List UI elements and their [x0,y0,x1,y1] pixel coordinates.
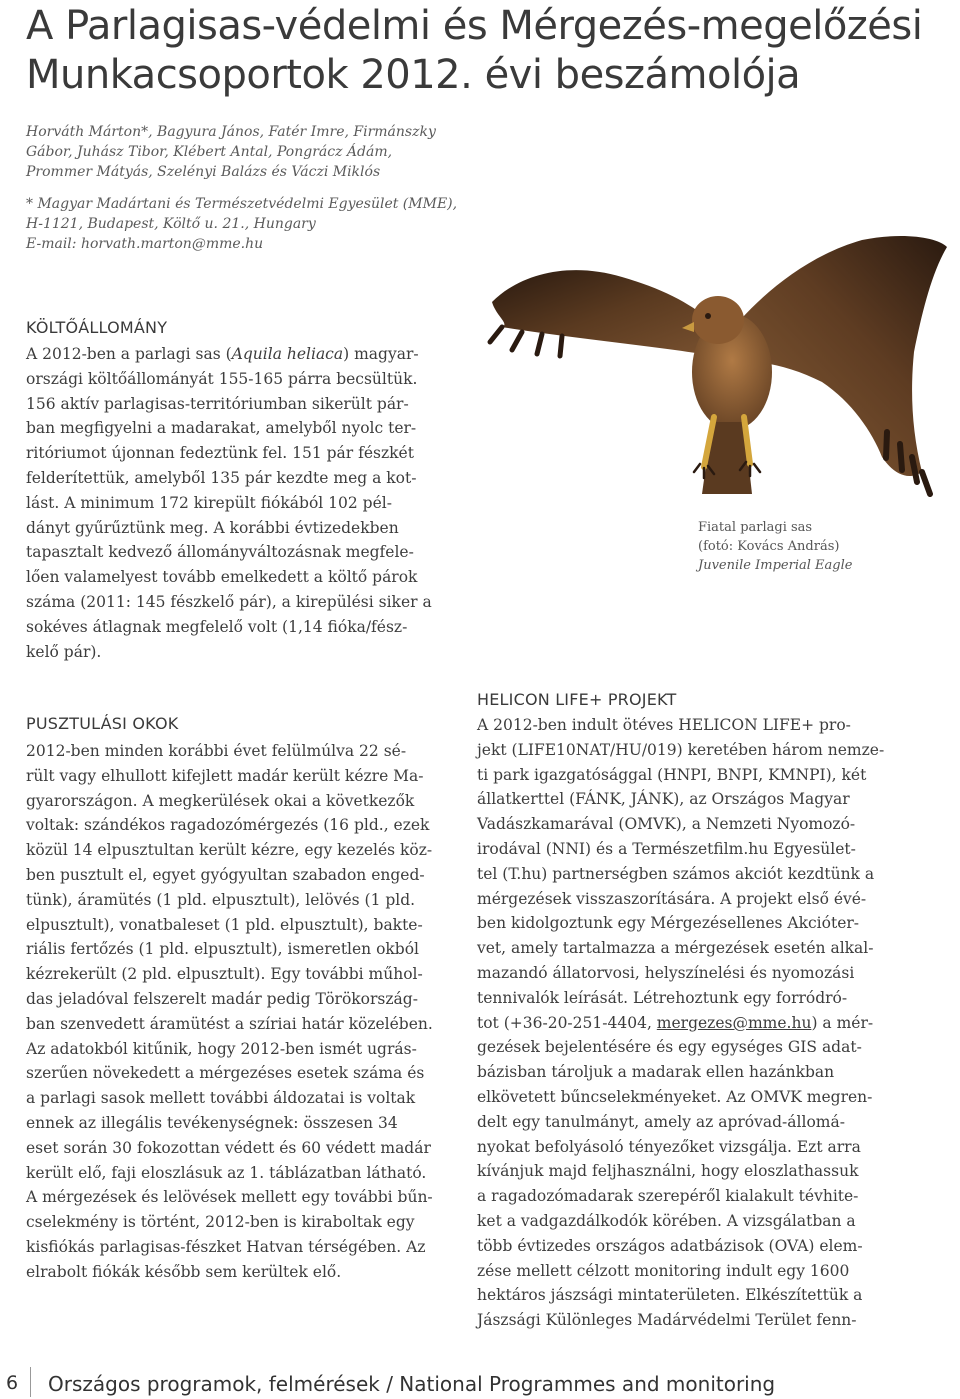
text-line: gyarországon. A megkerülések okai a következők [26,791,415,810]
text-line: lást. A minimum 172 kirepült fiókából 102 pél- [26,493,392,512]
footer-divider [30,1367,31,1397]
email-link[interactable]: mergezes@mme.hu [656,1013,812,1032]
text-line: gezések bejelentésére és egy egységes GIS adat- [477,1038,862,1057]
caption-line: Fiatal parlagi sas [698,520,813,535]
text-line: delt egy tanulmányt, amely az apróvad-állomá- [477,1112,845,1131]
text-line: bázisban tároljuk a madarak ellen hazánkban [477,1063,835,1082]
text-line: országi költőállományát 155-165 párra becsültük. [26,369,418,388]
text-line: Jászsági Különleges Madárvédelmi Terület fenn- [477,1311,857,1330]
text-line: vet, amely tartalmazza a mérgezések esetén alkal- [477,939,874,958]
text-line: tünk), áramütés (1 pld. elpusztult), lelövés (1 pld. [26,890,416,909]
affiliation [26,194,466,254]
caption-line: (fotó: Kovács András) [698,539,840,554]
text-line: ket a vadgazdálkodók körében. A vizsgálatban a [477,1211,856,1230]
text-line: a ragadozómadarak szerepéről kialakult tévhite- [477,1187,859,1206]
text-line: elpusztult), vonatbaleset (1 pld. elpusztult), bakte- [26,915,423,934]
text-line: több évtizedes országos adatbázisok (OVA) elem- [477,1236,863,1255]
text-line: mérgezések visszaszorítására. A projekt első évé- [477,889,867,908]
author-line: Horváth Márton*, Bagyura János, Fatér Imre, Firmánszky [26,124,436,140]
text-line: Az adatokból kitűnik, hogy 2012-ben ismét ugrás- [26,1039,417,1058]
text-line: ritóriumot újonnan fedeztünk fel. 151 pár fészkét [26,444,414,463]
caption-line-english: Juvenile Imperial Eagle [698,558,853,573]
text-line: Vadászkamarával (OMVK), a Nemzeti Nyomozó- [477,815,856,834]
text-line: került elő, faji eloszlásuk az 1. táblázatban látható. [26,1163,427,1182]
text-line: tel (T.hu) partnerségben számos akciót kezdtünk a [477,864,875,883]
author-line: Prommer Mátyás, Szelényi Balázs és Váczi Miklós [26,164,381,180]
text-line: kézrekerült (2 pld. elpusztult). Egy további műhol- [26,965,423,984]
photo-caption [698,518,938,575]
text-line: közül 14 elpusztultan került kézre, egy kezelés köz- [26,841,433,860]
breeding-paragraph [26,342,446,664]
article-title [26,2,946,100]
text-line: A mérgezések és lelövések mellett egy további bűn- [26,1188,433,1207]
affiliation-line: * Magyar Madártani és Természetvédelmi Egyesület (MME), [26,196,458,212]
text-line: állatkerttel (FÁNK, JÁNK), az Országos Magyar [477,790,850,809]
text-line: das jeladóval felszerelt madár pedig Törökország- [26,989,418,1008]
text-line: dányt gyűrűztünk meg. A korábbi évtizedekben [26,518,399,537]
author-list [26,122,466,182]
mortality-paragraph [26,739,446,1285]
section-heading-mortality: PUSZTULÁSI OKOK [26,714,179,733]
text-line: tot (+36-20-251-4404, mergezes@mme.hu) a mér- [477,1013,874,1032]
text-line: cselekmény is történt, 2012-ben is kiraboltak egy [26,1213,415,1232]
text-line: voltak: szándékos ragadozómérgezés (16 pld., ezek [26,816,430,835]
text-line: jekt (LIFE10NAT/HU/019) keretében három nemze- [477,740,885,759]
text-line: elkövetett bűncselekményeket. Az OMVK megren- [477,1087,873,1106]
eagle-photo [482,232,952,540]
text-line: 156 aktív parlagisas-territóriumban sikerült pár- [26,394,409,413]
text-line: eset során 30 fokozottan védett és 60 védett madár [26,1138,431,1157]
text-line: A 2012-ben indult ötéves HELICON LIFE+ pro- [477,716,851,734]
page-number: 6 [6,1372,19,1394]
running-title: Országos programok, felmérések / National Programmes and monitoring [48,1372,776,1396]
affiliation-email[interactable]: E-mail: horvath.marton@mme.hu [26,236,264,252]
text-line: száma (2011: 145 fészkelő pár), a kirepülési siker a [26,592,432,611]
text-line: felderítettük, amelyből 135 pár kezdte meg a kot- [26,468,417,487]
text-line: sokéves átlagnak megfelelő volt (1,14 fióka/fész- [26,617,408,636]
text-line: kívánjuk majd feljhasználni, hogy eloszlathassuk [477,1162,859,1181]
text-line: tennivalók leírását. Létrehoztunk egy forródró- [477,988,848,1007]
text-line: ban szenvedett áramütést a szíriai határ közelében. [26,1014,433,1033]
title-line: A Parlagisas-védelmi és Mérgezés-megelőzési [26,3,923,49]
section-heading-helicon: HELICON LIFE+ PROJEKT [477,690,677,709]
author-line: Gábor, Juhász Tibor, Klébert Antal, Pongrácz Ádám, [26,144,393,160]
text-line: ben kidolgoztunk egy Mérgezésellenes Akcióter- [477,914,860,933]
text-line: lően valamelyest tovább emelkedett a költő párok [26,568,418,587]
title-line: Munkacsoportok 2012. évi beszámolója [26,52,801,98]
text-line: szerűen növekedett a mérgezéses esetek száma és [26,1064,425,1083]
text-line: A 2012-ben a parlagi sas (Aquila heliaca) magyar- [26,345,419,363]
text-line: ben pusztult el, egyet gyógyultan szabadon enged- [26,865,425,884]
text-line: kelő pár). [26,642,102,661]
text-line: kisfiókás parlagisas-fészket Hatvan térségében. Az [26,1237,426,1256]
text-line: tapasztalt kedvező állományváltozásnak megfele- [26,543,414,562]
species-name: Aquila heliaca [231,345,344,363]
section-heading-breeding: KÖLTŐÁLLOMÁNY [26,318,168,337]
text-line: a parlagi sasok mellett további áldozatai is voltak [26,1089,416,1108]
text-line: 2012-ben minden korábbi évet felülmúlva 22 sé- [26,742,407,760]
text-line: hektáros jászsági mintaterületen. Elkészítettük a [477,1286,863,1305]
text-line: nyokat befolyásoló tényezőket vizsgálja. Ezt arra [477,1137,861,1156]
affiliation-line: H-1121, Budapest, Költő u. 21., Hungary [26,216,316,232]
helicon-paragraph [477,713,897,1333]
text-line: mazandó állatorvosi, helyszínelési és nyomozási [477,963,855,982]
text-line: ban megfigyelni a madarakat, amelyből nyolc ter- [26,419,417,438]
text-line: zése mellett célzott monitoring indult egy 1600 [477,1261,850,1280]
text-line: riális fertőzés (1 pld. elpusztult), ismeretlen okból [26,940,420,959]
text-line: elrabolt fiókák később sem kerültek elő. [26,1262,342,1281]
text-line: ti park igazgatósággal (HNPI, BNPI, KMNPI), két [477,765,867,784]
text-line: irodával (NNI) és a Természetfilm.hu Egyesület- [477,839,856,858]
text-line: rült vagy elhullott kifejlett madár került kézre Ma- [26,766,424,785]
text-line: ennek az illegális tevékenységnek: összesen 34 [26,1113,398,1132]
